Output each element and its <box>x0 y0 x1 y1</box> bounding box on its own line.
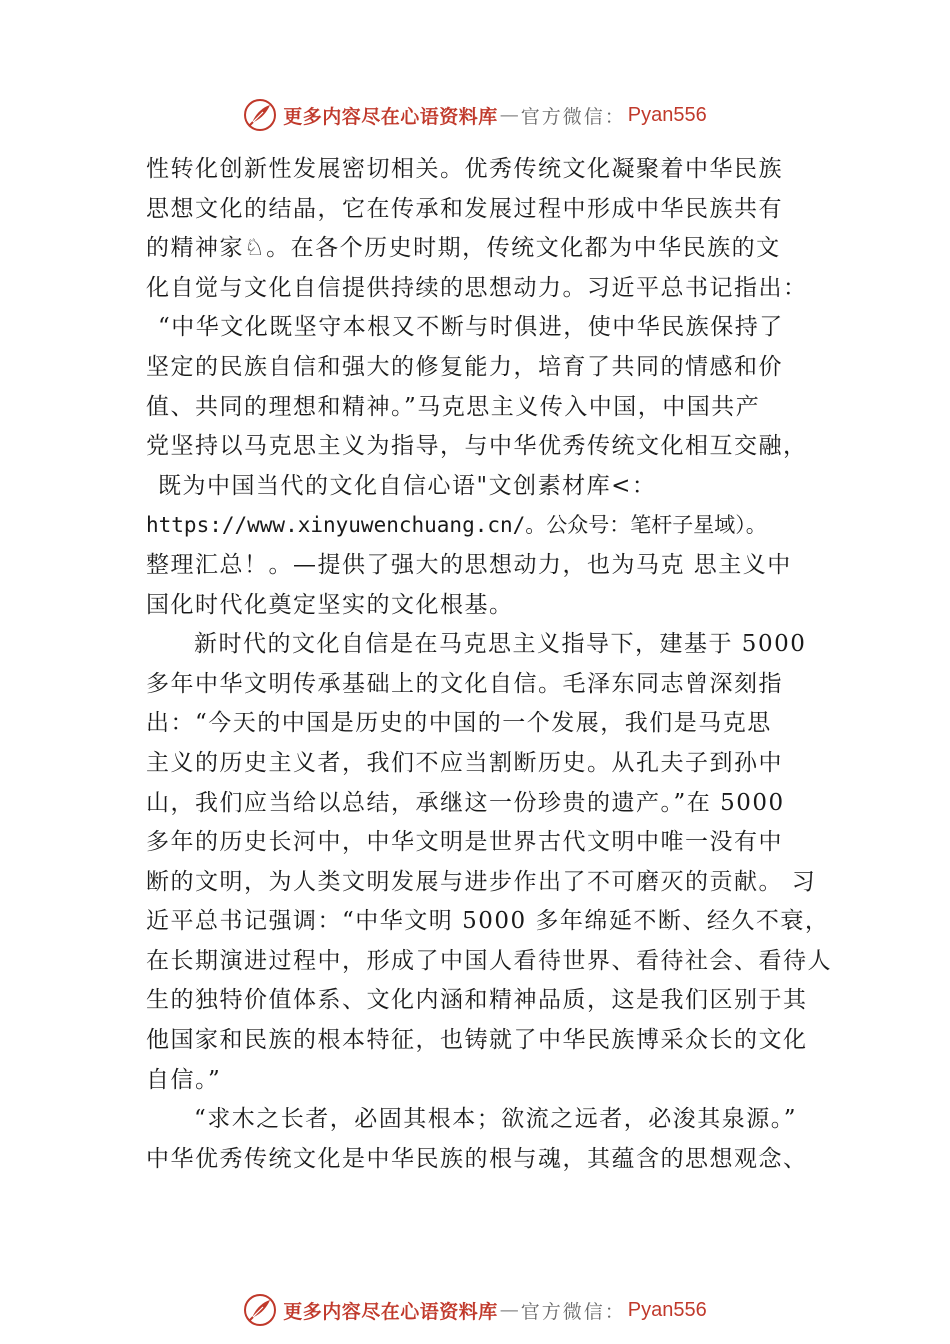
footer-wechat-id: Pyan556 <box>627 1298 707 1321</box>
text-line: 近平总书记强调：“中华文明 5000 多年绵延不断、经久不衰， <box>146 908 830 935</box>
text-line: 性转化创新性发展密切相关。优秀传统文化凝聚着中华民族 <box>146 156 783 182</box>
header-banner <box>0 95 950 135</box>
footer-official-label: 官方微信： <box>520 1300 626 1323</box>
text-line: 自信。” <box>146 1066 222 1093</box>
text-line: 在长期演进过程中，形成了中国人看待世界、看待社会、看待人 <box>146 947 832 974</box>
text-line: 值、共同的理想和精神。”马克思主义传入中国，中国共产 <box>146 393 761 420</box>
text-line-url: https://www.xinyuwenchuang.cn/。公众号：笔杆子星域）。 <box>146 513 767 538</box>
article-body <box>146 150 832 1179</box>
text-line: 思想文化的结晶，它在传承和发展过程中形成中华民族共有 <box>146 195 783 222</box>
footer-brand-text: 更多内容尽在心语资料库 <box>283 1300 498 1323</box>
paragraph-start-line: “求木之长者，必固其根本；欲流之远者，必浚其泉源。” <box>194 1106 798 1133</box>
text-line: 党坚持以马克思主义为指导，与中华优秀传统文化相互交融， <box>146 433 808 460</box>
quill-logo-icon <box>243 98 277 132</box>
text-line: 多年中华文明传承基础上的文化自信。毛泽东同志曾深刻指 <box>146 670 783 697</box>
text-line: 山，我们应当给以总结，承继这一份珍贵的遗产。”在 5000 <box>146 789 785 816</box>
text-line: 断的文明，为人类文明发展与进步作出了不可磨灭的贡献。 习 <box>146 868 817 895</box>
text-line: 生的独特价值体系、文化内涵和精神品质，这是我们区别于其 <box>146 987 808 1014</box>
footer-dash: — <box>499 1299 519 1321</box>
text-line: 坚定的民族自信和强大的修复能力，培育了共同的情感和价 <box>146 353 783 380</box>
quill-logo-icon <box>243 1293 277 1327</box>
banner-brand-text: 更多内容尽在心语资料库 <box>283 105 498 128</box>
banner-wechat-id: Pyan556 <box>627 103 707 126</box>
text-line: 化自觉与文化自信提供持续的思想动力。习近平总书记指出： <box>146 274 808 301</box>
banner-dash: — <box>499 104 519 126</box>
text-line: 中华优秀传统文化是中华民族的根与魂，其蕴含的思想观念、 <box>146 1145 808 1172</box>
text-line: 他国家和民族的根本特征，也铸就了中华民族博采众长的文化 <box>146 1027 808 1054</box>
text-line: 的精神家♘。在各个历史时期，传统文化都为中华民族的文 <box>146 235 781 262</box>
text-line: 主义的历史主义者，我们不应当割断历史。从孔夫子到孙中 <box>146 749 783 776</box>
text-line: 国化时代化奠定坚实的文化根基。 <box>146 591 514 618</box>
footer-banner <box>0 1290 950 1330</box>
paragraph-start-line: 新时代的文化自信是在马克思主义指导下，建基于 5000 <box>194 631 807 658</box>
text-line: 多年的历史长河中，中华文明是世界古代文明中唯一没有中 <box>146 829 783 856</box>
banner-official-label: 官方微信： <box>520 105 626 128</box>
text-line: 出：“今天的中国是历史的中国的一个发展，我们是马克思 <box>146 710 772 737</box>
text-line: “中华文化既坚守本根又不断与时俱进，使中华民族保持了 <box>158 314 784 341</box>
text-line: 既为中国当代的文化自信心语"文创素材库<： <box>158 472 657 499</box>
text-line: 整理汇总！。—提供了强大的思想动力，也为马克 思主义中 <box>146 551 792 578</box>
